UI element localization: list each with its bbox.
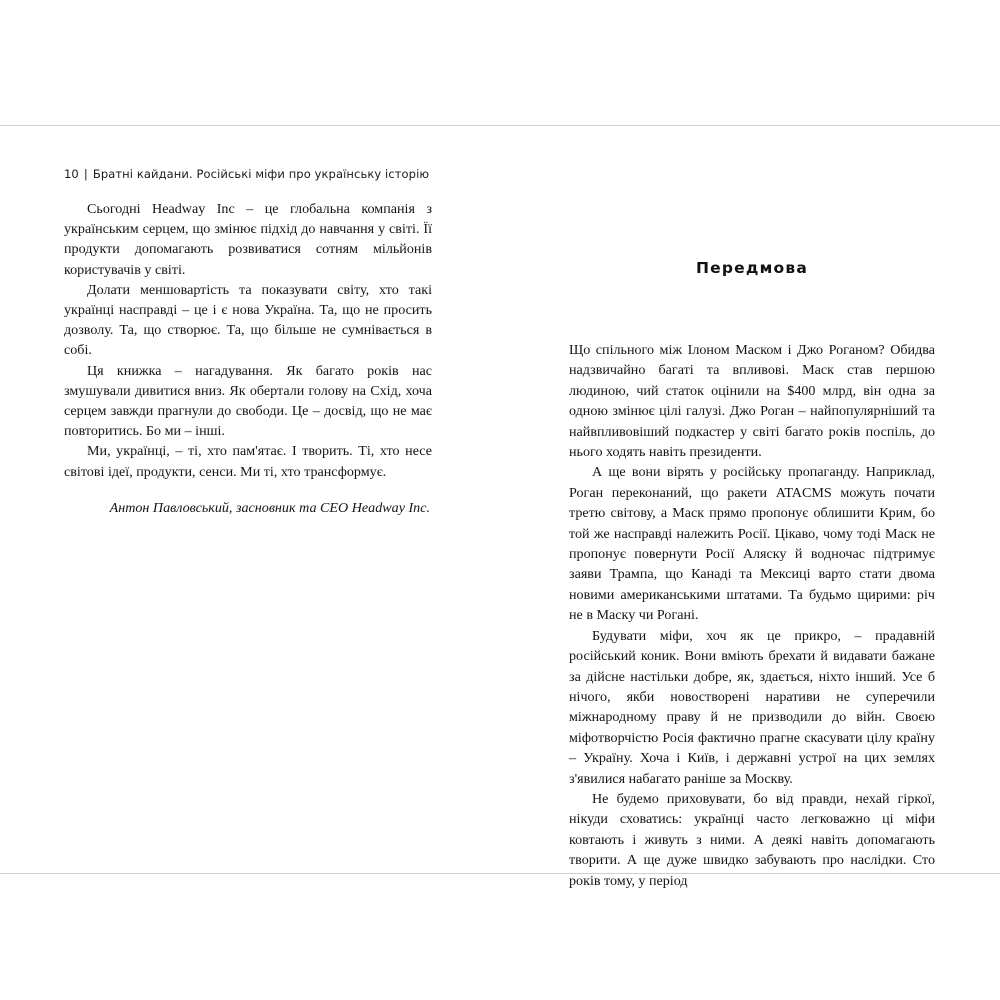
right-paragraph-3: Будувати міфи, хоч як це прикро, – прадавній російський коник. Вони вміють брехати й видавати бажане за дійсне настільки добре, як, здається, ніхто інший. Усе б нічого, якби новостворені наративи не суперечили міжнародному праву й не призводили до війн. Своєю міфотворчістю Росія фактично прагне скасувати цілу країну – Україну. Хоча і Київ, і державні устрої на цих землях з'явилися набагато раніше за Москву. [569,627,935,787]
left-paragraph-3: Ця книжка – нагадування. Як багато років нас змушували дивитися вниз. Як обертали голову на Схід, хоча серцем завжди прагнули до свободи. Це – досвід, що не має повторитись. Бо ми – інші. [64,362,432,440]
chapter-title: Передмова [696,259,808,277]
running-title: Братні кайдани. Російські міфи про українську історію [92,167,430,181]
page-number: 10 [64,167,79,181]
right-paragraph-1: Що спільного між Ілоном Маском і Джо Роганом? Обидва надзвичайно багаті та впливові. Маск став першою людиною, чий статок оцінили на $400 млрд, він одна за одною змінює цілі галузі. Джо Роган – найпопулярніший та найвпливовіший подкастер у світі багато років поспіль, до нього ходять навіть президенти. [569,342,935,461]
left-paragraph-4: Ми, українці, – ті, хто пам'ятає. І творить. Ті, хто несе світові ідеї, продукти, сенси. Ми ті, хто трансформує. [64,443,432,480]
right-paragraph-2: А ще вони вірять у російську пропаганду. Наприклад, Роган переконаний, що ракети ATACMS можуть почати третю світову, а Маск прямо пропонує облишити Крим, бо той же насправді належить Росії. Цікаво, чому тоді Маск не пропонує повернути Росії Аляску й водночас підтримує заяви Трампа, що Канаді та Мексиці варто стати двома новими американськими штатами. Та будьмо щирими: річ не в Маску чи Рогані. [569,464,935,624]
left-paragraph-1: Сьогодні Headway Inc – це глобальна компанія з українським серцем, що змінює підхід до навчання у світі. Її продукти допомагають розвиватися сотням мільйонів користувачів у світі. [64,201,432,278]
left-paragraph-2: Долати меншовартість та показувати світу, хто такі українці насправді – це і є нова Україна. Та, що не просить дозволу. Та, що створює. Та, що більше не сумнівається в собі. [64,281,432,359]
signature: Антон Павловський, засновник та CEO Headway Inc. [109,499,430,516]
header-separator: | [83,167,88,181]
right-paragraph-4: Не будемо приховувати, бо від правди, нехай гіркої, нікуди сховатись: українці часто легковажно ці міфи ковтають і живуть з ними. А деякі навіть допомагають творити. А ще дуже швидко забувають про наслідки. Сто років тому, у період [569,790,935,889]
right-page-text [569,340,935,891]
running-header [64,167,429,181]
left-page-text [64,199,432,518]
